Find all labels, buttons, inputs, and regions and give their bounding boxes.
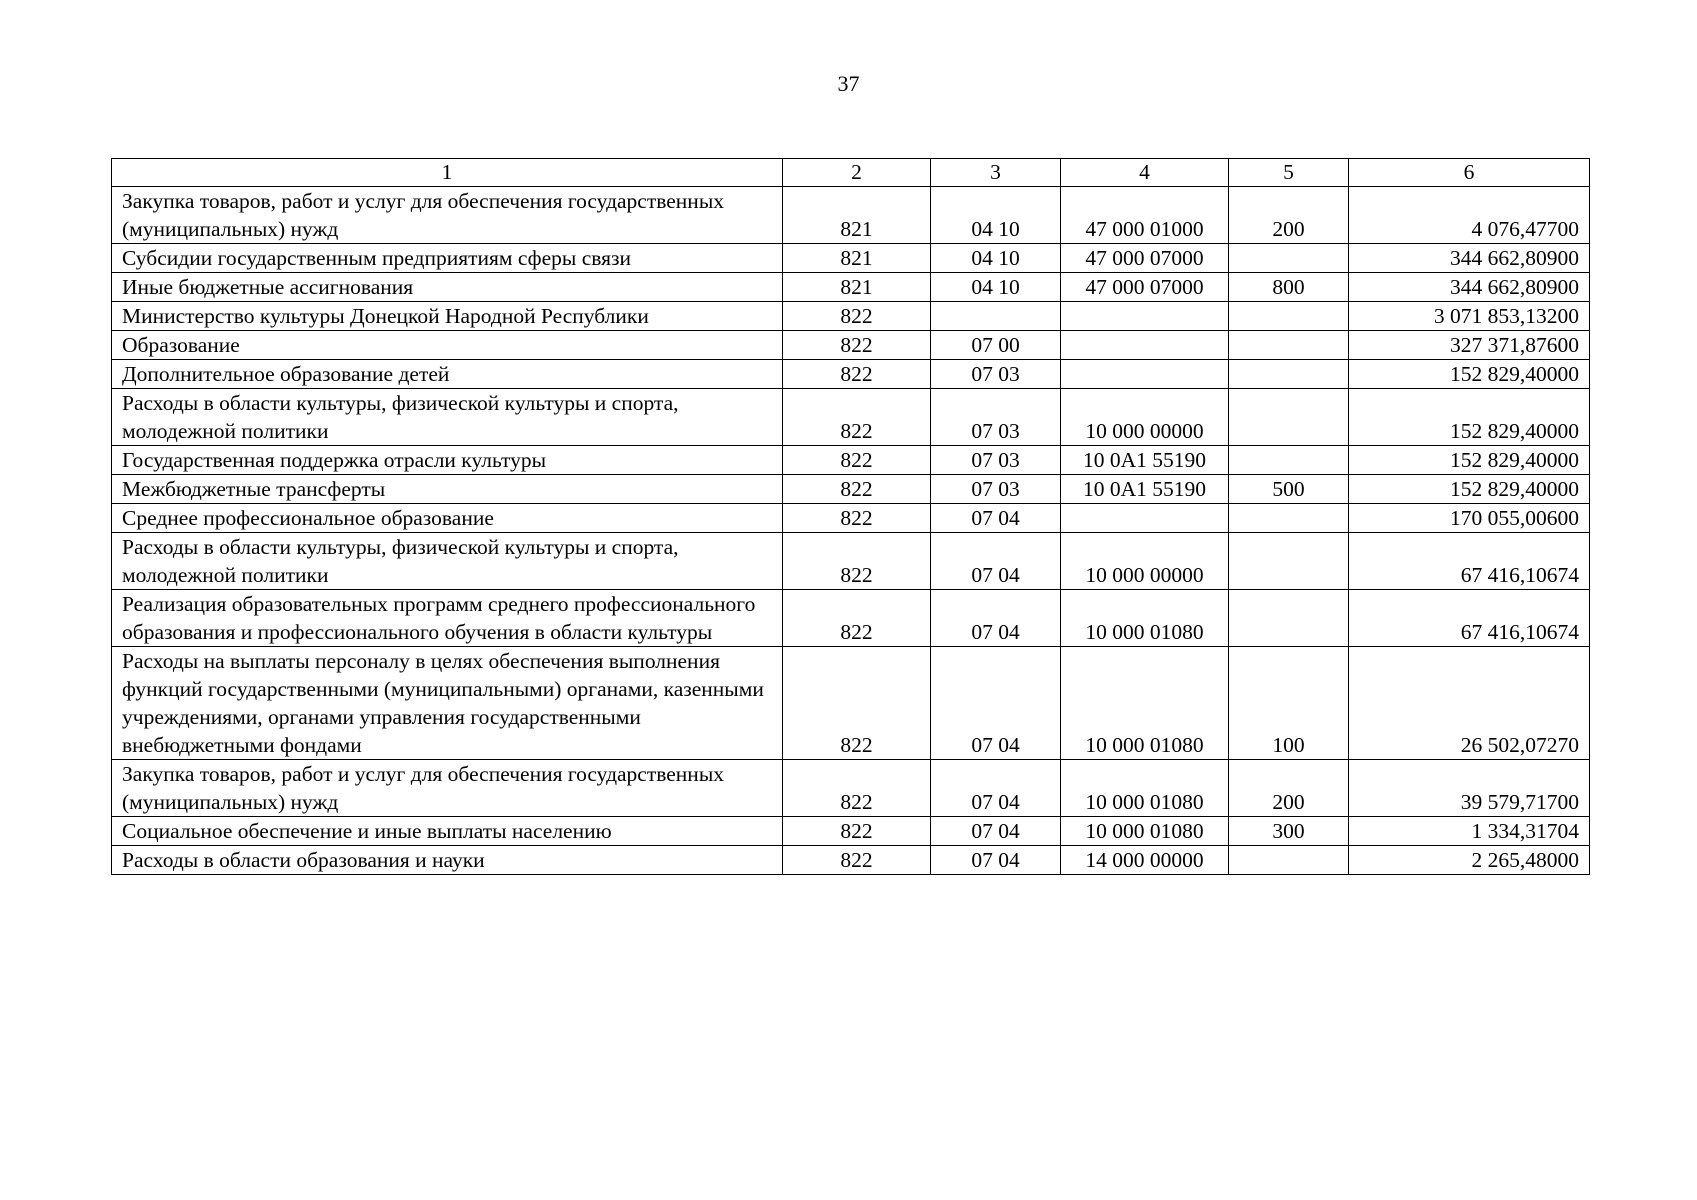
target-article-cell: 14 000 00000	[1061, 846, 1229, 875]
expense-name-cell: Дополнительное образование детей	[112, 360, 783, 389]
expense-type-cell	[1229, 360, 1349, 389]
table-row	[112, 360, 1590, 389]
ministry-code-cell: 822	[783, 302, 931, 331]
target-article-cell: 10 000 00000	[1061, 389, 1229, 446]
section-code-cell: 07 04	[931, 647, 1061, 760]
expense-name-cell: Субсидии государственным предприятиям сферы связи	[112, 244, 783, 273]
expense-name-cell: Иные бюджетные ассигнования	[112, 273, 783, 302]
amount-cell: 39 579,71700	[1349, 760, 1590, 817]
amount-cell: 1 334,31704	[1349, 817, 1590, 846]
ministry-code-cell: 822	[783, 533, 931, 590]
target-article-cell: 10 000 01080	[1061, 760, 1229, 817]
header-cell: 1	[112, 159, 783, 187]
table-row	[112, 446, 1590, 475]
budget-table	[111, 158, 1590, 875]
expense-type-cell: 500	[1229, 475, 1349, 504]
expense-type-cell	[1229, 533, 1349, 590]
header-cell: 4	[1061, 159, 1229, 187]
amount-cell: 152 829,40000	[1349, 475, 1590, 504]
expense-type-cell	[1229, 504, 1349, 533]
expense-type-cell	[1229, 846, 1349, 875]
page-number: 37	[837, 71, 860, 96]
expense-type-cell	[1229, 302, 1349, 331]
table-row	[112, 475, 1590, 504]
ministry-code-cell: 822	[783, 590, 931, 647]
expense-type-cell: 100	[1229, 647, 1349, 760]
section-code-cell: 04 10	[931, 187, 1061, 244]
table-row	[112, 331, 1590, 360]
target-article-cell: 10 0A1 55190	[1061, 475, 1229, 504]
section-code-cell: 07 04	[931, 533, 1061, 590]
ministry-code-cell: 822	[783, 360, 931, 389]
ministry-code-cell: 822	[783, 760, 931, 817]
table-row	[112, 504, 1590, 533]
ministry-code-cell: 822	[783, 389, 931, 446]
target-article-cell	[1061, 504, 1229, 533]
amount-cell: 152 829,40000	[1349, 360, 1590, 389]
ministry-code-cell: 822	[783, 817, 931, 846]
ministry-code-cell: 822	[783, 475, 931, 504]
expense-name-cell: Среднее профессиональное образование	[112, 504, 783, 533]
amount-cell: 4 076,47700	[1349, 187, 1590, 244]
header-cell: 2	[783, 159, 931, 187]
expense-type-cell: 200	[1229, 760, 1349, 817]
expense-type-cell: 800	[1229, 273, 1349, 302]
expense-type-cell	[1229, 331, 1349, 360]
ministry-code-cell: 822	[783, 647, 931, 760]
expense-name-cell: Расходы в области культуры, физической культуры и спорта, молодежной политики	[112, 533, 783, 590]
expense-name-cell: Образование	[112, 331, 783, 360]
amount-cell: 152 829,40000	[1349, 446, 1590, 475]
target-article-cell: 47 000 01000	[1061, 187, 1229, 244]
section-code-cell: 07 04	[931, 817, 1061, 846]
expense-type-cell	[1229, 244, 1349, 273]
target-article-cell: 10 000 00000	[1061, 533, 1229, 590]
section-code-cell: 07 03	[931, 446, 1061, 475]
section-code-cell: 04 10	[931, 273, 1061, 302]
expense-name-cell: Социальное обеспечение и иные выплаты населению	[112, 817, 783, 846]
table-row	[112, 389, 1590, 446]
expense-name-cell: Расходы в области культуры, физической культуры и спорта, молодежной политики	[112, 389, 783, 446]
expense-type-cell	[1229, 389, 1349, 446]
amount-cell: 170 055,00600	[1349, 504, 1590, 533]
ministry-code-cell: 821	[783, 187, 931, 244]
section-code-cell: 07 03	[931, 360, 1061, 389]
section-code-cell: 07 04	[931, 846, 1061, 875]
ministry-code-cell: 822	[783, 446, 931, 475]
section-code-cell: 07 04	[931, 504, 1061, 533]
section-code-cell: 07 03	[931, 389, 1061, 446]
amount-cell: 67 416,10674	[1349, 590, 1590, 647]
expense-name-cell: Расходы на выплаты персоналу в целях обеспечения выполнения функций государственными (муниципальными) органами, казенными учреждениями, органами управления государственными внебюджетными фондами	[112, 647, 783, 760]
amount-cell: 344 662,80900	[1349, 273, 1590, 302]
header-cell: 5	[1229, 159, 1349, 187]
section-code-cell: 07 04	[931, 760, 1061, 817]
target-article-cell	[1061, 302, 1229, 331]
amount-cell: 327 371,87600	[1349, 331, 1590, 360]
expense-type-cell: 200	[1229, 187, 1349, 244]
target-article-cell: 47 000 07000	[1061, 244, 1229, 273]
target-article-cell: 10 000 01080	[1061, 590, 1229, 647]
table-row	[112, 187, 1590, 244]
table-row	[112, 273, 1590, 302]
amount-cell: 344 662,80900	[1349, 244, 1590, 273]
header-cell: 6	[1349, 159, 1590, 187]
table-row	[112, 533, 1590, 590]
table-row	[112, 760, 1590, 817]
section-code-cell	[931, 302, 1061, 331]
header-row	[112, 159, 1590, 187]
expense-type-cell	[1229, 446, 1349, 475]
table-row	[112, 244, 1590, 273]
target-article-cell	[1061, 331, 1229, 360]
ministry-code-cell: 822	[783, 331, 931, 360]
table-row	[112, 302, 1590, 331]
expense-name-cell: Государственная поддержка отрасли культуры	[112, 446, 783, 475]
ministry-code-cell: 822	[783, 504, 931, 533]
target-article-cell	[1061, 360, 1229, 389]
expense-name-cell: Реализация образовательных программ среднего профессионального образования и профессионального обучения в области культуры	[112, 590, 783, 647]
amount-cell: 26 502,07270	[1349, 647, 1590, 760]
table-row	[112, 846, 1590, 875]
table-body	[112, 187, 1590, 875]
expense-name-cell: Министерство культуры Донецкой Народной Республики	[112, 302, 783, 331]
amount-cell: 152 829,40000	[1349, 389, 1590, 446]
expense-type-cell	[1229, 590, 1349, 647]
expense-name-cell: Закупка товаров, работ и услуг для обеспечения государственных (муниципальных) нужд	[112, 760, 783, 817]
target-article-cell: 10 000 01080	[1061, 647, 1229, 760]
section-code-cell: 07 04	[931, 590, 1061, 647]
expense-name-cell: Межбюджетные трансферты	[112, 475, 783, 504]
expense-type-cell: 300	[1229, 817, 1349, 846]
table-row	[112, 590, 1590, 647]
section-code-cell: 07 00	[931, 331, 1061, 360]
expense-name-cell: Расходы в области образования и науки	[112, 846, 783, 875]
section-code-cell: 04 10	[931, 244, 1061, 273]
amount-cell: 3 071 853,13200	[1349, 302, 1590, 331]
target-article-cell: 10 0A1 55190	[1061, 446, 1229, 475]
amount-cell: 67 416,10674	[1349, 533, 1590, 590]
table-row	[112, 647, 1590, 760]
header-cell: 3	[931, 159, 1061, 187]
ministry-code-cell: 821	[783, 244, 931, 273]
target-article-cell: 10 000 01080	[1061, 817, 1229, 846]
section-code-cell: 07 03	[931, 475, 1061, 504]
ministry-code-cell: 821	[783, 273, 931, 302]
table-row	[112, 817, 1590, 846]
expense-name-cell: Закупка товаров, работ и услуг для обеспечения государственных (муниципальных) нужд	[112, 187, 783, 244]
amount-cell: 2 265,48000	[1349, 846, 1590, 875]
ministry-code-cell: 822	[783, 846, 931, 875]
target-article-cell: 47 000 07000	[1061, 273, 1229, 302]
